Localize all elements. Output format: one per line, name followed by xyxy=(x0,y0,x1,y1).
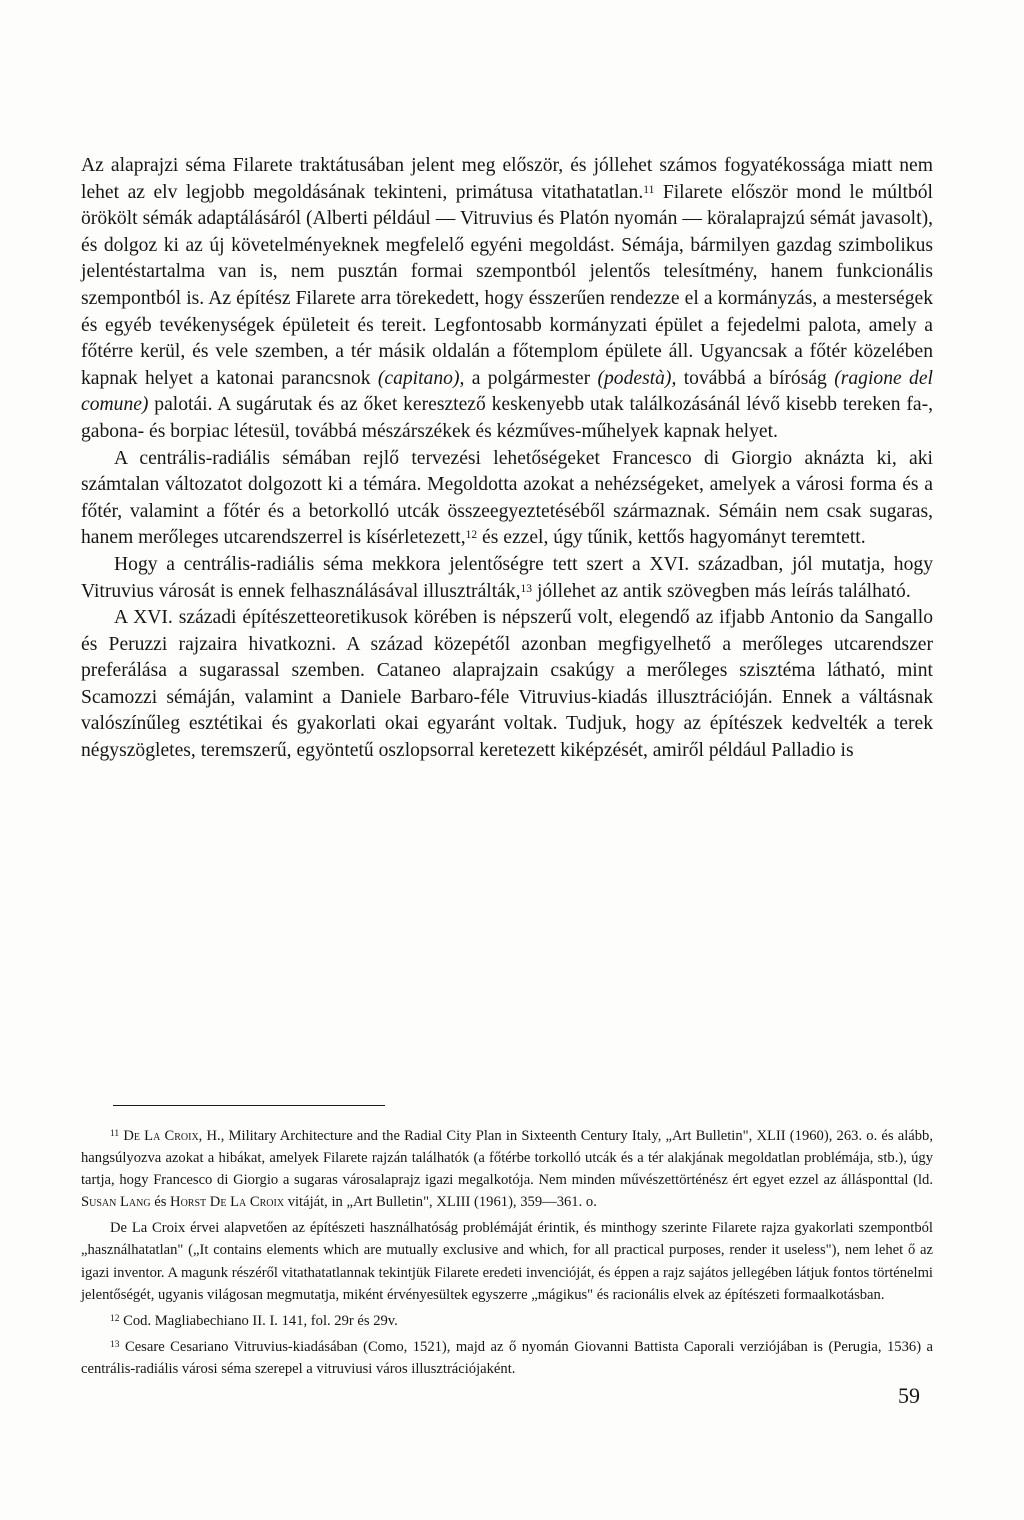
footnote-number: 13 xyxy=(110,1339,120,1350)
text-run: Filarete először mond le múltból örökölt sémák adaptálásáról (Alberti például — Vitruvius és Platón nyomán — köralaprajzú sémát javasolt), és dolgoz ki az új követelményeknek megfelelő egyéni megoldást. Sémája, bármilyen gazdag szimbolikus jelentéstartalma van is, nem pusztán formai szempontból jelentős telesítmény, hanem funkcionális szempontból is. Az építész Filarete arra törekedett, hogy ésszerűen rendezze el a kormányzás, a mesterségek és egyéb tevékenységek épületeit és tereit. Legfontosabb kormányzati épület a fejedelmi palota, amely a főtérre kerül, és vele szemben, a tér másik oldalán a főtemplom épülete áll. Ugyancsak a főtér közelében kapnak helyet a katonai parancsnok xyxy=(81,181,933,389)
footnote-12 xyxy=(81,1310,933,1332)
footnote-divider xyxy=(113,1105,385,1106)
italic-term: (ragione del comune) xyxy=(81,367,933,416)
footnote-text: Cesare Cesariano Vitruvius-kiadásában (Como, 1521), majd az ő nyomán Giovanni Battista Caporali verziójában is (Perugia, 1536) a centrális-radiális városi séma szerepel a vitruviusi város illusztrációjaként. xyxy=(81,1338,933,1377)
footnote-11 xyxy=(81,1125,933,1213)
footnote-11-continued: De La Croix érvei alapvetően az építészeti használhatóság problémáját érintik, és minthogy szerinte Filarete rajza gyakorlati szempontból „használhatatlan" („It contains elements which are mutually exclusive and which, for all practical purposes, render it useless"), nem lehet ő az igazi inventor. A magunk részéről vitathatatlannak tekintjük Filarete eredeti invencióját, és éppen a rajz sajátos jellegében látjuk fontos történelmi jelentőségét, ugyanis világosan megmutatja, miként érvényesültek egyszerre „mágikus" és racionális elvek az építészeti formaalkotásban. xyxy=(81,1220,933,1303)
text-run: palotái. A sugárutak és az őket keresztező keskenyebb utak találkozásánál lévő kisebb tereken fa-, gabona- és borpiac létesül, továbbá mészárszékek és kézműves-műhelyek kapnak helyet. xyxy=(81,394,933,442)
italic-term: (capitano), xyxy=(377,367,465,389)
text-run: jóllehet az antik szövegben más leírás található. xyxy=(532,580,911,602)
paragraph-1 xyxy=(81,153,933,446)
footnote-text: és xyxy=(150,1194,171,1211)
footnote-13 xyxy=(81,1336,933,1380)
footnote-ref-13: 13 xyxy=(520,582,533,595)
footnote-text: Cod. Magliabechiano II. I. 141, fol. 29r és 29v. xyxy=(119,1312,398,1329)
text-run: Az alaprajzi séma Filarete traktátusában jelent meg először, és jóllehet számos fogyatékossága miatt nem lehet az elv legjobb megoldásának tekinteni, primátusa vitathatatlan. xyxy=(81,155,933,203)
text-run: Hogy a centrális-radiális séma mekkora jelentőségre tett szert a XVI. században, jól mutatja, hogy Vitruvius városát is ennek felhasználásával illusztrálták, xyxy=(81,553,933,602)
author-name: Horst De La Croix xyxy=(170,1194,285,1211)
footnote-ref-12: 12 xyxy=(465,529,478,542)
footnotes xyxy=(81,1125,933,1380)
author-name: De La Croix, H. xyxy=(123,1128,221,1144)
text-run: a polgármester xyxy=(464,367,598,389)
text-run: továbbá a bíróság xyxy=(676,367,835,389)
paragraph-3 xyxy=(81,552,933,605)
footnote-number: 11 xyxy=(110,1129,120,1139)
footnote-number: 12 xyxy=(110,1313,120,1324)
paragraph-4 xyxy=(81,605,933,765)
text-run: A XVI. századi építészetteoretikusok körében is népszerű volt, elegendő az ifjabb Antonio da Sangallo és Peruzzi rajzaira hivatkozni. A század közepétől azonban megfigyelhető a merőleges utcarendszer preferálása a sugarassal szemben. Cataneo alaprajzain csakúgy a merőleges szisztéma látható, mint Scamozzi sémáján, valamint a Daniele Barbaro-féle Vitruvius-kiadás illusztrációján. Ennek a váltásnak valószínűleg esztétikai és gyakorlati okai egyaránt voltak. Tudjuk, hogy az építészek kedvelték a terek négyszögletes, teremszerű, egyöntetű oszlopsorral keretezett kiképzését, amiről például Palladio is xyxy=(81,607,933,762)
author-name: Susan Lang xyxy=(81,1194,151,1211)
footnote-ref-11: 11 xyxy=(643,183,655,196)
text-run: A centrális-radiális sémában rejlő tervezési lehetőségeket Francesco di Giorgio aknázta ki, aki számtalan változatot dolgozott ki a témára. Megoldotta azokat a nehézségeket, amelyek a városi forma és a főtér, valamint a főtér és a betorkolló utcák összeegyeztetéséből származnak. Sémáin nem csak sugaras, hanem merőleges utcarendszerrel is kísérletezett, xyxy=(81,447,933,549)
page-number: 59 xyxy=(898,1383,920,1408)
footnote-text: vitáját, in „Art Bulletin", XLIII (1961), 359—361. o. xyxy=(284,1194,597,1211)
text-run: és ezzel, úgy tűnik, kettős hagyományt teremtett. xyxy=(477,527,866,549)
footnote-text: , Military Architecture and the Radial City Plan in Sixteenth Century Italy, „Art Bulletin", XLII (1960), 263. o. és alább, hangsúlyozva azokat a hibákat, amelyek Filarete rajzán találhatók (a főtérbe torkolló utcák és a tér alakjának megoldatlan problémája, stb.), úgy tartja, hogy Francesco di Giorgio a sugaras városalaprajz igazi megalkotója. Nem minden művészettörténész ért egyet ezzel az állásponttal (ld. xyxy=(81,1128,933,1189)
italic-term: (podestà), xyxy=(597,367,677,389)
main-text xyxy=(81,153,933,765)
paragraph-2 xyxy=(81,446,933,552)
